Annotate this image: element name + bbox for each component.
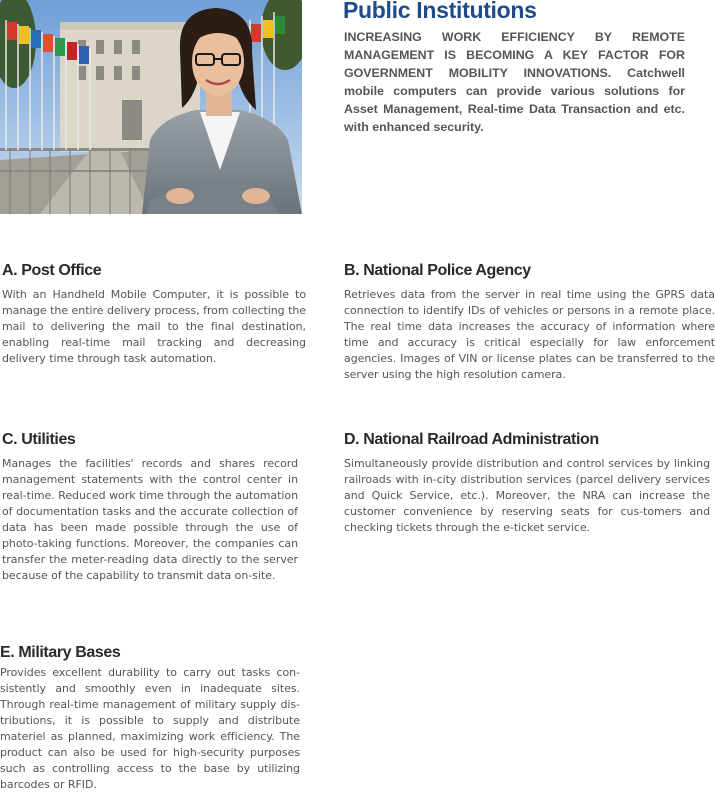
page-title: Public Institutions <box>343 0 537 23</box>
section-body: Provides excellent durability to carry out tasks con-sistently and smoothly even in inadequate sites. Through real-time management of military supply dis-tributions, it is possible to supply and distribute materiel as planned, maximizing work efficiency. The product can also be used for high-security purposes such as controlling access to the base by utilizing barcodes or RFID. <box>0 666 300 791</box>
section-military-bases <box>0 643 300 793</box>
section-body: Manages the facilities' records and shares record management statements with the control center in real-time. Reduced work time through the automation of documentation tasks and the accurate collection of data has been made possible through the use of photo-taking functions. Moreover, the companies can transfer the meter-reading data directly to the server because of the capability to transmit data on-site. <box>2 457 298 582</box>
section-heading: C. Utilities <box>2 431 76 448</box>
section-national-railroad-administration <box>344 430 710 536</box>
section-body: Retrieves data from the server in real time using the GPRS data connection to identify IDs of vehicles or persons in a remote place. The real time data increases the accuracy of information where time and accuracy is critical especially for law enforcement agencies. Images of VIN or license plates can be transferred to the server using the high resolution camera. <box>344 288 715 381</box>
section-heading: E. Military Bases <box>0 644 121 661</box>
section-heading: B. National Police Agency <box>344 262 531 279</box>
section-body: With an Handheld Mobile Computer, it is possible to manage the entire delivery process, from collecting the mail to delivering the mail to the final destination, enabling real-time mail tracking and decreasing delivery time through task automation. <box>2 288 306 365</box>
section-utilities <box>2 430 298 584</box>
section-heading: A. Post Office <box>2 262 102 279</box>
section-body: Simultaneously provide distribution and control services by linking railroads with in-city distribution services (parcel delivery services and Quick Service, etc.). Moreover, the NRA can increase the customer convenience by reserving seats for cus-tomers and checking tickets through the e-ticket service. <box>344 457 710 534</box>
section-post-office <box>2 261 306 367</box>
intro-text: INCREASING WORK EFFICIENCY BY REMOTE MANAGEMENT IS BECOMING A KEY FACTOR FOR GOVERNMENT MOBILITY INNOVATIONS. Catchwell mobile computers can provide various solutions for Asset Management, Real-time Data Transaction and etc. with enhanced security. <box>344 30 685 134</box>
section-national-police-agency <box>344 261 715 383</box>
hero-image <box>0 0 302 214</box>
section-heading: D. National Railroad Administration <box>344 431 599 448</box>
